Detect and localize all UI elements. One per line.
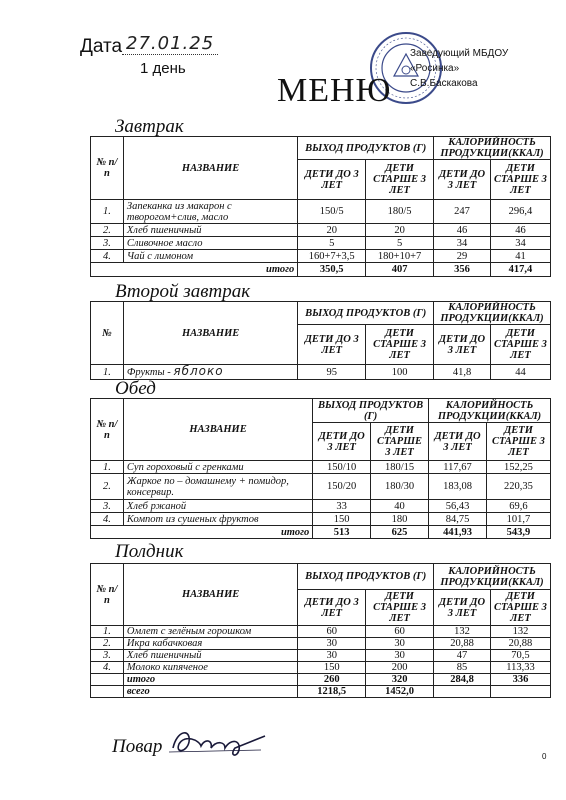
row-output-over3: 60 bbox=[366, 626, 434, 638]
row-name: Жаркое по – домашнему + помидор, консервир. bbox=[123, 474, 312, 500]
total-cal-under3: 356 bbox=[434, 263, 491, 277]
row-cal-under3: 84,75 bbox=[429, 513, 487, 526]
header-calories: КАЛОРИЙНОСТЬ ПРОДУКЦИИ(ККАЛ) bbox=[434, 564, 551, 590]
row-name: Молоко кипяченое bbox=[123, 662, 297, 674]
row-num: 4. bbox=[91, 513, 124, 526]
approval-line-1: Заведующий МБДОУ bbox=[410, 48, 509, 59]
total-cal-over3: 417,4 bbox=[490, 263, 550, 277]
row-cal-over3: 20,88 bbox=[490, 638, 550, 650]
header-over3: ДЕТИ СТАРШЕ 3 ЛЕТ bbox=[371, 423, 429, 461]
table-row bbox=[91, 237, 551, 250]
total-cal-over3: 543,9 bbox=[486, 526, 550, 539]
row-num: 2. bbox=[91, 474, 124, 500]
table-row bbox=[91, 638, 551, 650]
header-num: № п/п bbox=[91, 564, 124, 626]
header-over3: ДЕТИ СТАРШЕ 3 ЛЕТ bbox=[490, 590, 550, 626]
row-cal-over3: 113,33 bbox=[490, 662, 550, 674]
row-cal-over3: 44 bbox=[490, 365, 550, 380]
header-num: № bbox=[91, 302, 124, 365]
table-row bbox=[91, 365, 551, 380]
section-title-second-breakfast: Второй завтрак bbox=[115, 281, 251, 302]
table-row bbox=[91, 626, 551, 638]
row-output-under3: 30 bbox=[298, 650, 366, 662]
second-breakfast-table bbox=[90, 301, 551, 380]
header-under3: ДЕТИ ДО 3 ЛЕТ bbox=[298, 160, 366, 200]
header-over3: ДЕТИ СТАРШЕ 3 ЛЕТ bbox=[366, 160, 434, 200]
row-cal-under3: 41,8 bbox=[434, 365, 491, 380]
grand-total-row bbox=[91, 686, 551, 698]
header-over3: ДЕТИ СТАРШЕ 3 ЛЕТ bbox=[366, 590, 434, 626]
header-name: НАЗВАНИЕ bbox=[123, 302, 297, 365]
total-cal-under3: 284,8 bbox=[434, 674, 491, 686]
header-name: НАЗВАНИЕ bbox=[123, 399, 312, 461]
row-name: Хлеб пшеничный bbox=[123, 224, 297, 237]
signature-icon bbox=[165, 722, 275, 762]
day-label: 1 день bbox=[140, 60, 186, 77]
row-output-under3: 20 bbox=[298, 224, 366, 237]
header-over3: ДЕТИ СТАРШЕ 3 ЛЕТ bbox=[490, 325, 550, 365]
row-num: 1. bbox=[91, 626, 124, 638]
header-under3: ДЕТИ ДО 3 ЛЕТ bbox=[313, 423, 371, 461]
date-label: Дата bbox=[80, 36, 123, 57]
menu-title: МЕНЮ bbox=[277, 72, 392, 109]
row-num: 1. bbox=[91, 365, 124, 380]
row-cal-over3: 220,35 bbox=[486, 474, 550, 500]
row-cal-over3: 132 bbox=[490, 626, 550, 638]
row-output-over3: 180/30 bbox=[371, 474, 429, 500]
table-row bbox=[91, 250, 551, 263]
table-row bbox=[91, 474, 551, 500]
header-over3: ДЕТИ СТАРШЕ 3 ЛЕТ bbox=[366, 325, 434, 365]
page-mark: 0 bbox=[542, 752, 547, 761]
total-output-over3: 407 bbox=[366, 263, 434, 277]
row-output-under3: 30 bbox=[298, 638, 366, 650]
row-name: Суп гороховый с гренками bbox=[123, 461, 312, 474]
row-cal-under3: 56,43 bbox=[429, 500, 487, 513]
row-output-over3: 100 bbox=[366, 365, 434, 380]
total-row bbox=[91, 263, 551, 277]
row-name: Сливочное масло bbox=[123, 237, 297, 250]
total-output-under3: 350,5 bbox=[298, 263, 366, 277]
row-output-under3: 150 bbox=[313, 513, 371, 526]
row-output-under3: 95 bbox=[298, 365, 366, 380]
row-num: 2. bbox=[91, 638, 124, 650]
total-row bbox=[91, 674, 551, 686]
table-row bbox=[91, 662, 551, 674]
row-output-over3: 180+10+7 bbox=[366, 250, 434, 263]
row-output-under3: 60 bbox=[298, 626, 366, 638]
header-output: ВЫХОД ПРОДУКТОВ (Г) bbox=[298, 302, 434, 325]
row-name: Запеканка из макарон с творогом+слив, масло bbox=[123, 200, 297, 224]
row-cal-over3: 46 bbox=[490, 224, 550, 237]
row-cal-over3: 34 bbox=[490, 237, 550, 250]
row-num: 3. bbox=[91, 650, 124, 662]
row-cal-under3: 29 bbox=[434, 250, 491, 263]
header-over3: ДЕТИ СТАРШЕ 3 ЛЕТ bbox=[490, 160, 550, 200]
row-output-over3: 30 bbox=[366, 650, 434, 662]
row-name: Омлет с зелёным горошком bbox=[123, 626, 297, 638]
row-output-over3: 180/5 bbox=[366, 200, 434, 224]
row-num: 3. bbox=[91, 237, 124, 250]
approval-line-2: «Росинка» bbox=[410, 63, 460, 74]
row-output-over3: 180/15 bbox=[371, 461, 429, 474]
header-calories: КАЛОРИЙНОСТЬ ПРОДУКЦИИ(ККАЛ) bbox=[434, 137, 551, 160]
row-cal-over3: 296,4 bbox=[490, 200, 550, 224]
grand-total-under3: 1218,5 bbox=[298, 686, 366, 698]
header-output: ВЫХОД ПРОДУКТОВ (Г) bbox=[313, 399, 429, 423]
row-output-over3: 5 bbox=[366, 237, 434, 250]
row-name: Чай с лимоном bbox=[123, 250, 297, 263]
row-num: 3. bbox=[91, 500, 124, 513]
row-output-over3: 200 bbox=[366, 662, 434, 674]
row-cal-under3: 117,67 bbox=[429, 461, 487, 474]
table-row bbox=[91, 224, 551, 237]
lunch-table bbox=[90, 398, 551, 539]
header-name: НАЗВАНИЕ bbox=[123, 564, 297, 626]
grand-total-over3: 1452,0 bbox=[366, 686, 434, 698]
row-output-over3: 20 bbox=[366, 224, 434, 237]
row-cal-under3: 46 bbox=[434, 224, 491, 237]
row-name: Икра кабачковая bbox=[123, 638, 297, 650]
row-name: Хлеб ржаной bbox=[123, 500, 312, 513]
date-value: 27.01.25 bbox=[122, 33, 218, 55]
row-name: Хлеб пшеничный bbox=[123, 650, 297, 662]
row-output-over3: 180 bbox=[371, 513, 429, 526]
row-num: 1. bbox=[91, 461, 124, 474]
header-under3: ДЕТИ ДО 3 ЛЕТ bbox=[434, 160, 491, 200]
snack-table bbox=[90, 563, 551, 698]
row-num: 4. bbox=[91, 662, 124, 674]
header-output: ВЫХОД ПРОДУКТОВ (Г) bbox=[298, 564, 434, 590]
row-cal-under3: 132 bbox=[434, 626, 491, 638]
grand-total-label: всего bbox=[123, 686, 297, 698]
row-cal-under3: 85 bbox=[434, 662, 491, 674]
row-cal-over3: 152,25 bbox=[486, 461, 550, 474]
header-under3: ДЕТИ ДО 3 ЛЕТ bbox=[298, 590, 366, 626]
header-num: № п/п bbox=[91, 399, 124, 461]
total-label: итого bbox=[91, 526, 313, 539]
table-row bbox=[91, 200, 551, 224]
row-output-under3: 160+7+3,5 bbox=[298, 250, 366, 263]
row-output-under3: 150/5 bbox=[298, 200, 366, 224]
section-title-snack: Полдник bbox=[115, 541, 184, 562]
header-under3: ДЕТИ ДО 3 ЛЕТ bbox=[298, 325, 366, 365]
row-output-under3: 5 bbox=[298, 237, 366, 250]
header-calories: КАЛОРИЙНОСТЬ ПРОДУКЦИИ(ККАЛ) bbox=[434, 302, 551, 325]
header-under3: ДЕТИ ДО 3 ЛЕТ bbox=[434, 325, 491, 365]
row-cal-over3: 41 bbox=[490, 250, 550, 263]
row-cal-under3: 20,88 bbox=[434, 638, 491, 650]
header-over3: ДЕТИ СТАРШЕ 3 ЛЕТ bbox=[486, 423, 550, 461]
row-num: 1. bbox=[91, 200, 124, 224]
header-num: № п/п bbox=[91, 137, 124, 200]
table-row bbox=[91, 513, 551, 526]
total-cal-under3: 441,93 bbox=[429, 526, 487, 539]
approval-block bbox=[410, 46, 508, 91]
total-cal-over3: 336 bbox=[490, 674, 550, 686]
row-name-handwritten: яблоко bbox=[173, 364, 224, 378]
total-output-over3: 625 bbox=[371, 526, 429, 539]
breakfast-table bbox=[90, 136, 551, 277]
approval-line-3: С.В.Баскакова bbox=[410, 78, 478, 89]
row-num: 4. bbox=[91, 250, 124, 263]
header-name: НАЗВАНИЕ bbox=[123, 137, 297, 200]
row-cal-under3: 183,08 bbox=[429, 474, 487, 500]
table-row bbox=[91, 461, 551, 474]
table-row bbox=[91, 500, 551, 513]
row-num: 2. bbox=[91, 224, 124, 237]
row-cal-over3: 70,5 bbox=[490, 650, 550, 662]
total-output-under3: 513 bbox=[313, 526, 371, 539]
row-name: Компот из сушеных фруктов bbox=[123, 513, 312, 526]
row-cal-under3: 247 bbox=[434, 200, 491, 224]
header-calories: КАЛОРИЙНОСТЬ ПРОДУКЦИИ(ККАЛ) bbox=[429, 399, 551, 423]
row-output-under3: 150/10 bbox=[313, 461, 371, 474]
header-under3: ДЕТИ ДО 3 ЛЕТ bbox=[434, 590, 491, 626]
row-cal-over3: 101,7 bbox=[486, 513, 550, 526]
row-name-printed: Фрукты - bbox=[126, 367, 171, 378]
row-output-under3: 33 bbox=[313, 500, 371, 513]
row-cal-under3: 34 bbox=[434, 237, 491, 250]
section-title-breakfast: Завтрак bbox=[115, 116, 184, 137]
total-output-over3: 320 bbox=[366, 674, 434, 686]
total-label: итого bbox=[123, 674, 297, 686]
total-output-under3: 260 bbox=[298, 674, 366, 686]
header-output: ВЫХОД ПРОДУКТОВ (Г) bbox=[298, 137, 434, 160]
row-output-over3: 30 bbox=[366, 638, 434, 650]
total-label: итого bbox=[91, 263, 298, 277]
row-output-under3: 150 bbox=[298, 662, 366, 674]
row-output-over3: 40 bbox=[371, 500, 429, 513]
row-cal-over3: 69,6 bbox=[486, 500, 550, 513]
total-row bbox=[91, 526, 551, 539]
row-cal-under3: 47 bbox=[434, 650, 491, 662]
header-under3: ДЕТИ ДО 3 ЛЕТ bbox=[429, 423, 487, 461]
cook-label: Повар bbox=[112, 736, 163, 757]
section-title-lunch: Обед bbox=[115, 378, 156, 399]
table-row bbox=[91, 650, 551, 662]
row-output-under3: 150/20 bbox=[313, 474, 371, 500]
